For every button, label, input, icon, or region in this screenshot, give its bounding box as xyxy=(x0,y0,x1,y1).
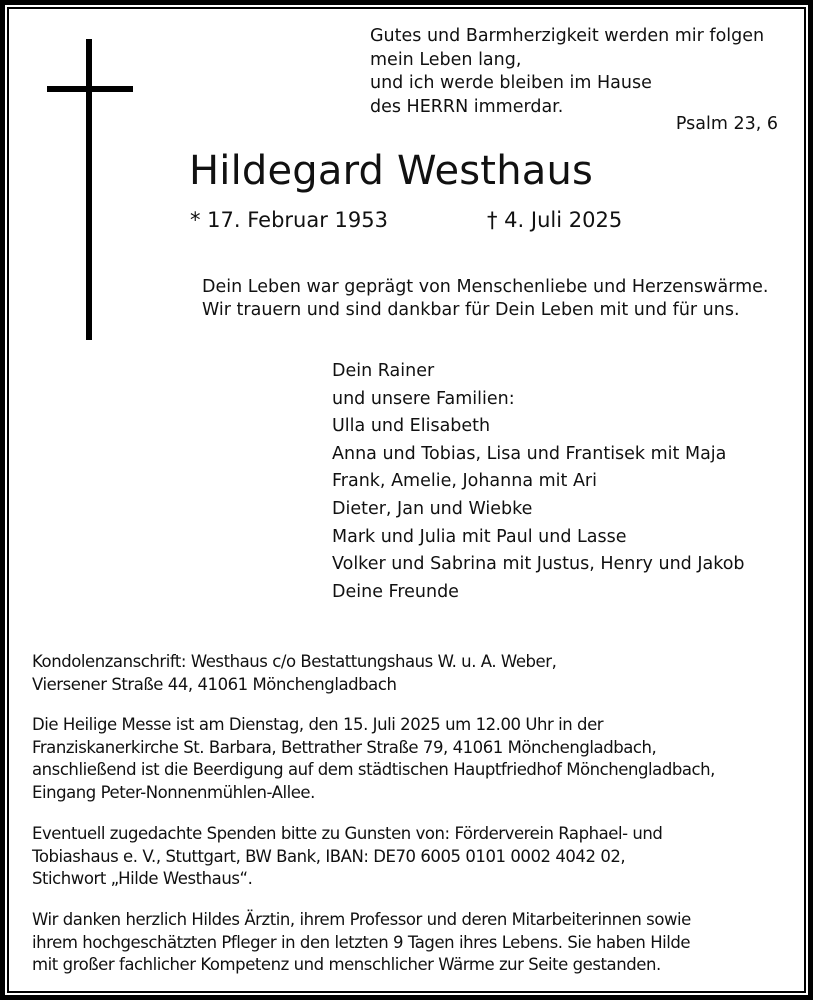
info-line: Wir danken herzlich Hildes Ärztin, ihrem Professor und deren Mitarbeiterinnen sowie xyxy=(32,910,691,929)
mourner-line: Dein Rainer xyxy=(332,361,435,381)
birth-date: * 17. Februar 1953 xyxy=(190,208,388,232)
mourners-list xyxy=(332,358,745,606)
info-line: mit großer fachlicher Kompetenz und menschlicher Wärme zur Seite gestanden. xyxy=(32,955,661,974)
info-line: Kondolenzanschrift: Westhaus c/o Bestattungshaus W. u. A. Weber, xyxy=(32,652,557,671)
mourner-line: Anna und Tobias, Lisa und Frantisek mit Maja xyxy=(332,443,727,464)
info-line: Die Heilige Messe ist am Dienstag, den 15. Juli 2025 um 12.00 Uhr in der xyxy=(32,715,604,734)
verse-line: Gutes und Barmherzigkeit werden mir folgen xyxy=(370,26,765,46)
verse-line: des HERRN immerdar. xyxy=(370,96,564,117)
bible-verse xyxy=(370,25,764,119)
mourner-line: Frank, Amelie, Johanna mit Ari xyxy=(332,471,597,492)
info-line: Tobiashaus e. V., Stuttgart, BW Bank, IBAN: DE70 6005 0101 0002 4042 02, xyxy=(32,846,626,866)
mourner-line: und unsere Familien: xyxy=(332,388,515,409)
death-date: † 4. Juli 2025 xyxy=(487,208,623,232)
mourner-line: Ulla und Elisabeth xyxy=(332,416,491,437)
mass-announcement xyxy=(32,714,715,804)
cross-vertical-bar xyxy=(86,39,92,340)
info-line: Viersener Straße 44, 41061 Mönchengladbach xyxy=(32,674,397,694)
deceased-name: Hildegard Westhaus xyxy=(189,148,594,194)
donation-note xyxy=(32,823,662,891)
mourner-line: Dieter, Jan und Wiebke xyxy=(332,498,533,519)
verse-line: und ich werde bleiben im Hause xyxy=(370,73,652,93)
tribute-line: Dein Leben war geprägt von Menschenliebe und Herzenswärme. xyxy=(202,277,769,297)
mourner-line: Mark und Julia mit Paul und Lasse xyxy=(332,526,627,547)
tribute-line: Wir trauern und sind dankbar für Dein Leben mit und für uns. xyxy=(202,300,740,320)
verse-reference: Psalm 23, 6 xyxy=(675,114,778,134)
info-line: anschließend ist die Beerdigung auf dem städtischen Hauptfriedhof Mönchengladbach, xyxy=(32,760,715,779)
cross-horizontal-bar xyxy=(47,86,133,92)
info-line: ihrem hochgeschätzten Pfleger in den letzten 9 Tagen ihres Lebens. Sie haben Hilde xyxy=(32,932,691,952)
info-line: Franziskanerkirche St. Barbara, Bettrather Straße 79, 41061 Mönchengladbach, xyxy=(32,737,657,757)
condolence-address xyxy=(32,651,556,696)
verse-line: mein Leben lang, xyxy=(370,49,522,70)
mourner-line: Volker und Sabrina mit Justus, Henry und Jakob xyxy=(332,554,745,575)
info-line: Eingang Peter-Nonnenmühlen-Allee. xyxy=(32,782,315,802)
info-line: Eventuell zugedachte Spenden bitte zu Gunsten von: Förderverein Raphael- und xyxy=(32,824,663,843)
thanks-note xyxy=(32,909,691,977)
tribute-text xyxy=(202,276,768,322)
mourner-line: Deine Freunde xyxy=(332,581,459,602)
info-line: Stichwort „Hilde Westhaus“. xyxy=(32,869,253,888)
